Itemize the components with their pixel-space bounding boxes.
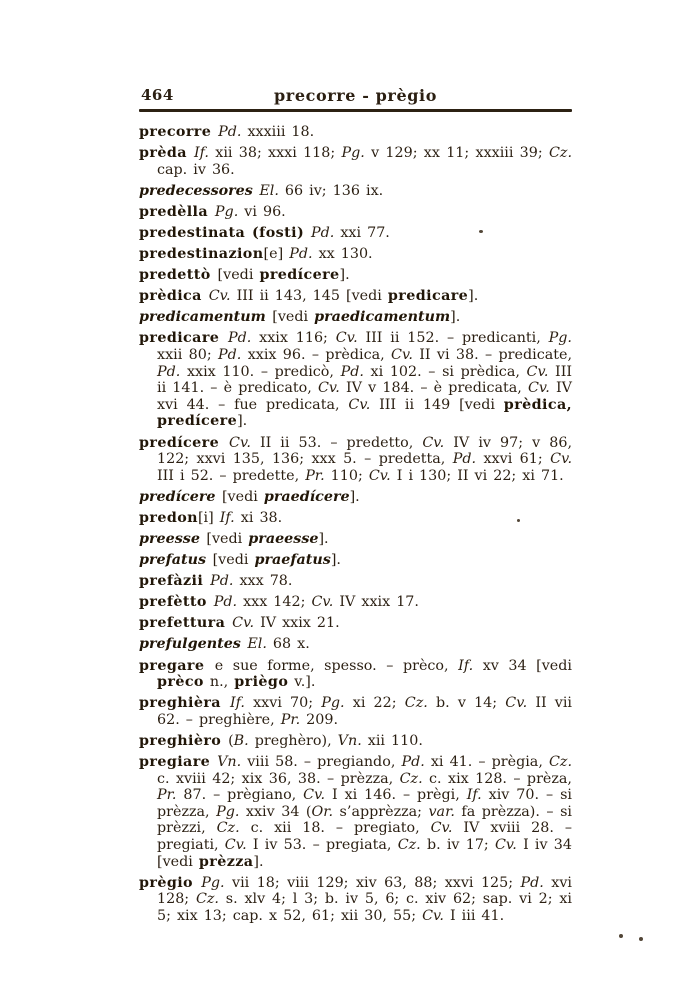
citation-text: c. xviii 42; xix 36, 38. – prèzza,: [157, 770, 400, 787]
work-abbreviation: Cv.: [422, 434, 445, 451]
citation-text: II vi 38. – predicate,: [412, 347, 572, 364]
work-abbreviation: El.: [259, 182, 279, 199]
citation-text: (: [228, 732, 234, 749]
work-abbreviation: Cv.: [348, 396, 371, 413]
dictionary-entry: [139, 330, 572, 430]
bold-italic-text: praedicamentum: [314, 309, 451, 326]
citation-text: xxvi 61;: [476, 451, 551, 468]
bold-text: predícere: [259, 267, 340, 284]
work-abbreviation: Pg.: [548, 330, 572, 347]
bold-italic-text: predecessores: [139, 182, 260, 199]
bold-text: predicare: [139, 330, 228, 347]
bold-italic-text: prefatus: [139, 552, 213, 569]
dictionary-entry: [139, 246, 572, 263]
work-abbreviation: Cv.: [317, 380, 340, 397]
citation-text: xxxiii 18.: [241, 124, 315, 140]
bold-text: priègo: [234, 674, 289, 691]
dictionary-entry: [139, 204, 572, 221]
work-abbreviation: Cv.: [232, 615, 255, 632]
dictionary-entry: [139, 615, 572, 632]
citation-text: [vedi: [206, 530, 249, 547]
work-abbreviation: Cv.: [526, 363, 549, 380]
work-abbreviation: Cv.: [311, 594, 334, 611]
citation-text: IV v 184. – è predicata,: [339, 380, 528, 397]
citation-text: fa prèzza). – si prèzzi,: [157, 803, 572, 837]
work-abbreviation: Cv.: [229, 434, 251, 451]
citation-text: III i 52. – predette,: [157, 467, 306, 484]
dictionary-entry: [139, 875, 572, 925]
work-abbreviation: Cv.: [527, 380, 550, 397]
citation-text: I iv 34 [vedi: [157, 836, 572, 870]
citation-text: n.,: [203, 674, 235, 691]
citation-text: [vedi: [217, 267, 260, 284]
dictionary-entry: [139, 733, 572, 750]
citation-text: v 129; xx 11; xxxiii 39;: [364, 145, 549, 162]
work-abbreviation: If.: [458, 657, 474, 674]
work-abbreviation: Pg.: [201, 874, 225, 891]
work-abbreviation: El.: [247, 636, 267, 653]
bold-italic-text: predicamentum: [139, 309, 273, 326]
citation-text: IV xviii 28. – pregiati,: [157, 820, 572, 853]
bold-text: preghièro: [139, 732, 229, 749]
work-abbreviation: Pd.: [218, 347, 242, 364]
dictionary-entry: [139, 225, 572, 242]
bold-text: prègio: [139, 874, 202, 891]
work-abbreviation: If.: [466, 787, 482, 804]
work-abbreviation: Pr.: [280, 711, 301, 728]
citation-text: vii 18; viii 129; xiv 63, 88; xxvi 125;: [224, 874, 521, 891]
citation-text: c. xix 128. – prèza,: [422, 770, 572, 787]
bold-text: predon: [139, 509, 198, 526]
citation-text: xvi 128;: [157, 874, 572, 908]
citation-text: 110;: [324, 467, 369, 484]
entries-list: [139, 124, 572, 929]
bold-text: precorre: [139, 124, 219, 140]
work-abbreviation: Or.: [311, 803, 334, 820]
work-abbreviation: Pd.: [310, 224, 335, 241]
citation-text: xv 34 [vedi: [473, 657, 572, 674]
work-abbreviation: Cv.: [422, 907, 444, 924]
citation-text: xxx 78.: [233, 573, 293, 590]
citation-text: [e]: [263, 246, 290, 263]
work-abbreviation: Pd.: [401, 754, 425, 770]
citation-text: IV xxix 21.: [254, 615, 340, 632]
bold-text: preghièra: [139, 695, 230, 712]
bold-text: prefettura: [139, 615, 233, 632]
work-abbreviation: Cz.: [404, 695, 428, 712]
dictionary-entry: [139, 552, 572, 569]
work-abbreviation: Cv.: [430, 820, 453, 837]
work-abbreviation: Cv.: [208, 288, 231, 305]
citation-text: ].: [468, 288, 479, 305]
work-abbreviation: Pd.: [157, 363, 181, 380]
bold-text: prèda: [139, 145, 194, 162]
dictionary-entry: [139, 435, 572, 485]
bold-text: pregare: [139, 657, 215, 674]
dictionary-entry: [139, 489, 572, 506]
citation-text: ].: [330, 552, 341, 569]
citation-text: [vedi: [272, 309, 315, 326]
citation-text: III ii 152. – predicanti,: [357, 330, 549, 347]
dictionary-entry: [139, 695, 572, 728]
dictionary-entry: [139, 267, 572, 284]
citation-text: xi 102. – si prèdica,: [363, 363, 527, 380]
work-abbreviation: Cv.: [494, 836, 517, 853]
citation-text: v.].: [288, 674, 316, 691]
work-abbreviation: Cv.: [303, 787, 326, 804]
citation-text: preghèro),: [248, 732, 338, 749]
citation-text: ].: [450, 309, 461, 326]
work-abbreviation: Cv.: [224, 836, 247, 853]
dictionary-entry: [139, 754, 572, 870]
bold-italic-text: predícere: [139, 488, 222, 505]
citation-text: xii 110.: [361, 732, 423, 749]
citation-text: b. iv 17;: [420, 836, 495, 853]
bold-italic-text: prefulgentes: [139, 636, 248, 653]
citation-text: b. v 14;: [427, 695, 506, 712]
bold-text: prèdica, predícere: [157, 396, 572, 430]
header-rule: [139, 109, 572, 112]
page-number: 464: [141, 86, 174, 104]
citation-text: [vedi: [212, 552, 255, 569]
citation-text: c. xii 18. – pregiato,: [239, 820, 431, 837]
citation-text: 68 x.: [266, 636, 310, 653]
dictionary-entry: [139, 510, 572, 527]
citation-text: 209.: [300, 711, 339, 728]
work-abbreviation: Vn.: [337, 732, 362, 749]
citation-text: III ii 141. – è predicato,: [157, 363, 572, 397]
bold-text: predicare: [387, 288, 469, 305]
citation-text: ].: [318, 530, 329, 547]
work-abbreviation: Pd.: [218, 124, 242, 140]
work-abbreviation: Pg.: [216, 803, 240, 820]
citation-text: ].: [253, 853, 264, 870]
bold-text: predestinata (fosti): [139, 224, 311, 241]
citation-text: IV xvi 44. – fue predicata,: [157, 380, 572, 413]
bold-italic-text: preesse: [139, 530, 207, 547]
work-abbreviation: Cz.: [195, 891, 219, 908]
dictionary-entry: [139, 636, 572, 653]
citation-text: s. xlv 4; l 3; b. iv 5, 6; c. xiv 62; sap. vi 2; xi 5; xix 13; cap. x 52, 61; xii 30, 55;: [157, 891, 572, 924]
citation-text: e sue forme, spesso. – prèco,: [214, 657, 459, 674]
work-abbreviation: Cz.: [399, 770, 423, 787]
citation-text: xxvi 70;: [244, 695, 322, 712]
work-abbreviation: Cv.: [335, 330, 358, 347]
work-abbreviation: Pd.: [210, 573, 234, 590]
dictionary-entry: [139, 573, 572, 590]
citation-text: s’apprèzza;: [333, 803, 429, 820]
work-abbreviation: B.: [233, 732, 249, 749]
citation-text: I iii 41.: [443, 907, 505, 924]
citation-text: xi 38.: [234, 509, 283, 526]
citation-text: xxix 116;: [251, 330, 336, 347]
citation-text: [vedi: [221, 488, 264, 505]
citation-text: ].: [237, 413, 248, 430]
citation-text: xx 130.: [312, 246, 373, 263]
citation-text: vi 96.: [238, 203, 286, 220]
work-abbreviation: If.: [194, 145, 209, 162]
citation-text: xxix 96. – prèdica,: [241, 347, 392, 364]
work-abbreviation: Cz.: [397, 836, 421, 853]
work-abbreviation: Cv.: [391, 347, 413, 364]
dictionary-entry: [139, 183, 572, 200]
citation-text: ].: [339, 267, 350, 284]
citation-text: ].: [349, 488, 360, 505]
work-abbreviation: Pd.: [520, 874, 544, 891]
work-abbreviation: Vn.: [217, 754, 242, 770]
running-title: precorre - prègio: [274, 86, 437, 105]
work-abbreviation: Pd.: [289, 246, 313, 263]
citation-text: xii 38; xxxi 118;: [208, 145, 342, 162]
bold-text: pregiare: [139, 754, 218, 770]
citation-text: xxx 142;: [237, 594, 312, 611]
work-abbreviation: Pd.: [452, 451, 477, 468]
work-abbreviation: Cz.: [548, 754, 572, 770]
citation-text: II vii 62. – preghière,: [157, 695, 573, 728]
work-abbreviation: Cv.: [505, 695, 528, 712]
citation-text: 87. – prègiano,: [176, 787, 304, 804]
work-abbreviation: Cz.: [216, 820, 240, 837]
work-abbreviation: Pd.: [213, 594, 238, 611]
citation-text: II ii 53. – predetto,: [250, 434, 423, 451]
work-abbreviation: Pg.: [214, 203, 239, 220]
work-abbreviation: var.: [428, 803, 455, 820]
citation-text: xiv 70. – si prèzza,: [157, 787, 573, 820]
citation-text: xxix 110. – predicò,: [180, 363, 341, 380]
dictionary-entry: [139, 531, 572, 548]
citation-text: xxii 80;: [157, 347, 218, 364]
citation-text: I xi 146. – prègi,: [325, 787, 467, 804]
citation-text: I iv 53. – pregiata,: [246, 836, 398, 853]
dictionary-entry: [139, 658, 572, 691]
citation-text: III ii 143, 145 [vedi: [230, 288, 388, 305]
bold-text: predèlla: [139, 203, 215, 220]
bold-italic-text: praedícere: [263, 488, 350, 505]
scan-speck: [517, 519, 520, 522]
citation-text: IV iv 97; v 86, 122; xxvi 135, 136; xxx 5. – predetta,: [157, 434, 573, 468]
bold-italic-text: praefatus: [254, 552, 331, 569]
bold-text: predícere: [139, 434, 229, 451]
work-abbreviation: Pg.: [321, 695, 345, 712]
citation-text: xxi 77.: [334, 224, 390, 241]
citation-text: cap. iv 36.: [157, 161, 235, 178]
work-abbreviation: Pg.: [341, 145, 365, 162]
citation-text: 66 iv; 136 ix.: [278, 182, 384, 199]
scan-speck: [479, 230, 483, 233]
bold-text: predettò: [139, 267, 218, 284]
citation-text: IV xxix 17.: [333, 594, 419, 611]
citation-text: [i]: [197, 509, 220, 526]
bold-text: prèco: [157, 674, 204, 691]
bold-text: predestinazion: [139, 246, 264, 263]
work-abbreviation: Pr.: [157, 787, 177, 804]
citation-text: xxiv 34 (: [239, 803, 312, 820]
work-abbreviation: Pd.: [340, 363, 364, 380]
bold-text: prefètto: [139, 594, 214, 611]
bold-text: prèzza: [198, 853, 254, 870]
scan-speck: [639, 937, 643, 941]
dictionary-entry: [139, 124, 572, 141]
work-abbreviation: Pd.: [227, 330, 252, 347]
citation-text: III ii 149 [vedi: [370, 396, 504, 413]
bold-text: prefàzii: [139, 573, 211, 590]
citation-text: xi 41. – prègia,: [424, 754, 549, 770]
page-header: [139, 86, 572, 106]
work-abbreviation: Cv.: [368, 467, 391, 484]
dictionary-entry: [139, 145, 572, 178]
work-abbreviation: If.: [219, 509, 235, 526]
bold-text: prèdica: [139, 288, 209, 305]
work-abbreviation: Pr.: [305, 467, 325, 484]
citation-text: viii 58. – pregiando,: [241, 754, 402, 770]
dictionary-entry: [139, 288, 572, 305]
dictionary-entry: [139, 594, 572, 611]
work-abbreviation: Cz.: [548, 145, 573, 162]
work-abbreviation: If.: [229, 695, 245, 712]
citation-text: xi 22;: [344, 695, 405, 712]
work-abbreviation: Cv.: [550, 451, 572, 468]
dictionary-entry: [139, 309, 572, 326]
scan-speck: [619, 934, 623, 938]
bold-italic-text: praeesse: [248, 530, 319, 547]
citation-text: I i 130; II vi 22; xi 71.: [390, 467, 564, 484]
